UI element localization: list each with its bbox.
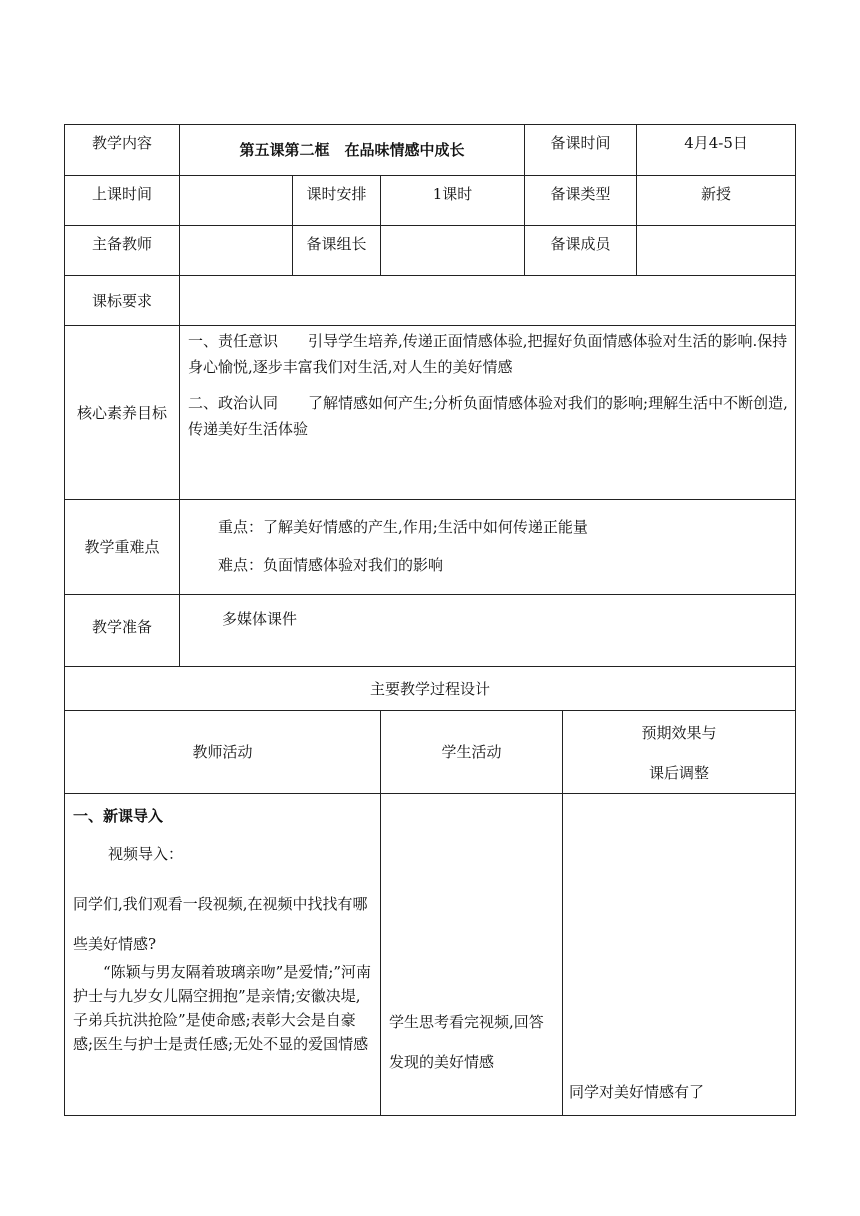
schedule-label: 课时安排	[293, 176, 381, 226]
content-label: 教学内容	[65, 125, 180, 176]
section-para1: 同学们,我们观看一段视频,在视频中找找有哪些美好情感?	[73, 895, 368, 953]
key-focus: 重点：了解美好情感的产生,作用;生活中如何传递正能量	[218, 518, 588, 536]
core-goals	[180, 326, 796, 500]
key-points-label: 教学重难点	[65, 500, 180, 595]
main-teacher-label: 主备教师	[65, 226, 180, 276]
prep-time-label: 备课时间	[525, 125, 637, 176]
section-intro: 视频导入：	[108, 845, 184, 863]
prep-time-value: 4月4-5日	[637, 125, 796, 176]
col-effect-line2: 课后调整	[649, 764, 710, 782]
prep-type-label: 备课类型	[525, 176, 637, 226]
content-value: 第五课第二框 在品味情感中成长	[180, 125, 525, 176]
prep-type-value: 新授	[637, 176, 796, 226]
process-title: 主要教学过程设计	[65, 667, 796, 711]
key-difficulty: 难点：负面情感体验对我们的影响	[218, 556, 444, 574]
lesson-plan-table	[64, 124, 796, 1116]
prep-label: 教学准备	[65, 595, 180, 667]
key-points	[180, 500, 796, 595]
core-label: 核心素养目标	[65, 326, 180, 500]
col-effect	[563, 711, 796, 794]
main-teacher-value	[180, 226, 293, 276]
class-time-label: 上课时间	[65, 176, 180, 226]
members-label: 备课成员	[525, 226, 637, 276]
core-goal-2: 二、政治认同 了解情感如何产生;分析负面情感体验对我们的影响;理解生活中不断创造,传递美好生活体验	[188, 394, 788, 438]
expected-effect: 同学对美好情感有了	[563, 794, 796, 1116]
standards-value	[180, 276, 796, 326]
lesson-plan	[64, 124, 795, 1116]
col-teacher: 教师活动	[65, 711, 381, 794]
col-effect-line1: 预期效果与	[641, 724, 717, 742]
group-leader-label: 备课组长	[293, 226, 381, 276]
section-para2: “陈颖与男友隔着玻璃亲吻”是爱情;”河南护士与九岁女儿隔空拥抱”是亲情;安徽决堤,子弟兵抗洪抢险”是使命感;表彰大会是自豪感;医生与护士是责任感;无处不显的爱国情感	[73, 963, 372, 1053]
core-goal-1: 一、责任意识 引导学生培养,传递正面情感体验,把握好负面情感体验对生活的影响.保持身心愉悦,逐步丰富我们对生活,对人生的美好情感	[188, 332, 788, 376]
class-time-value	[180, 176, 293, 226]
prep-value: 多媒体课件	[180, 595, 796, 667]
schedule-value: 1课时	[381, 176, 525, 226]
col-student: 学生活动	[381, 711, 563, 794]
section-heading: 一、新课导入	[73, 807, 164, 825]
teacher-activity	[65, 794, 381, 1116]
group-leader-value	[381, 226, 525, 276]
standards-label: 课标要求	[65, 276, 180, 326]
student-activity: 学生思考看完视频,回答发现的美好情感	[381, 794, 563, 1116]
members-value	[637, 226, 796, 276]
